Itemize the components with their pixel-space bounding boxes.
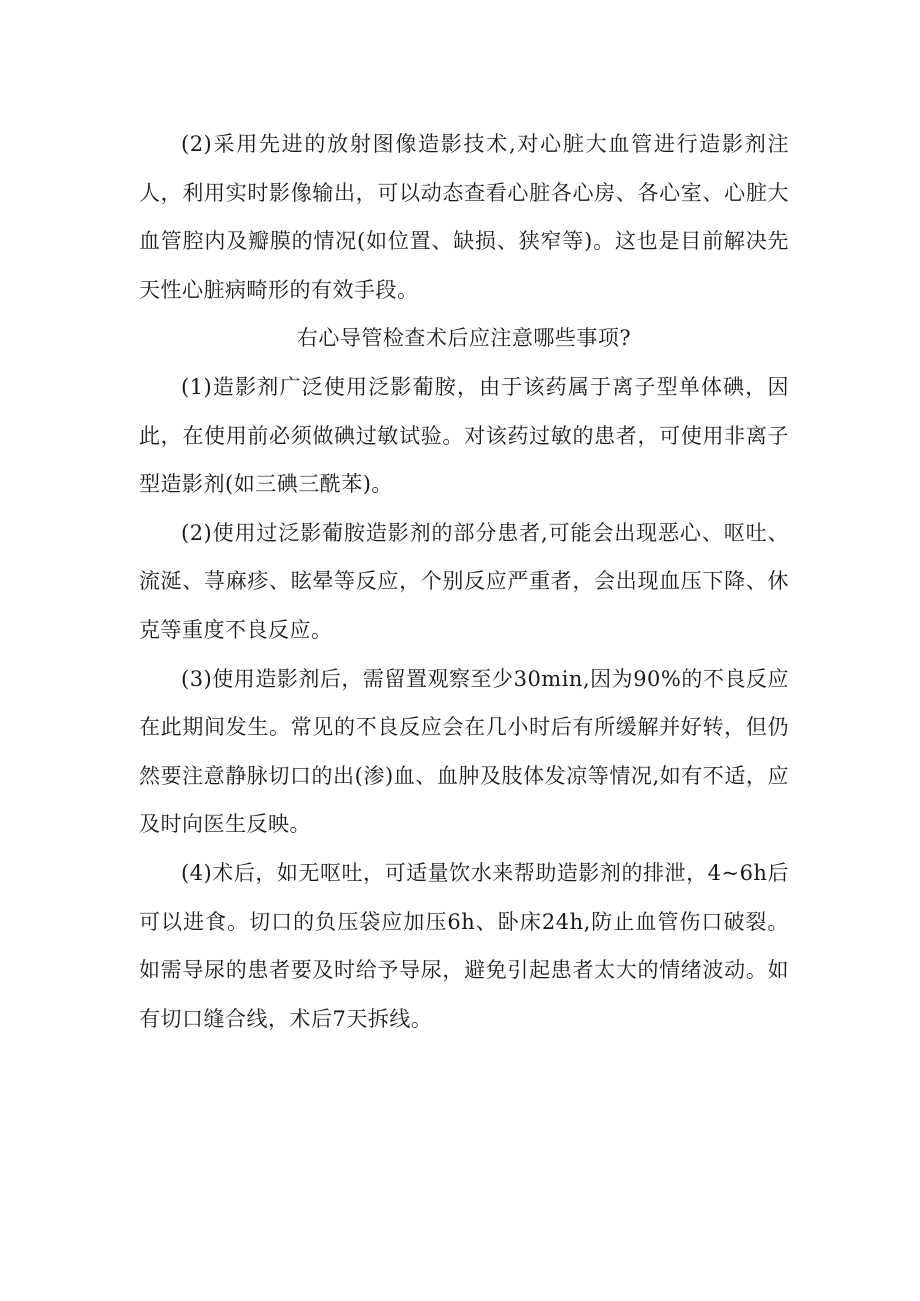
section-heading-post-procedure-notes: 右心导管检查术后应注意哪些事项? (296, 326, 632, 351)
paragraph-note-4-post-op-care: (4)术后，如无呕吐，可适量饮水来帮助造影剂的排泄，4~6h后可以进食。切口的负压袋应加压6h、卧床24h,防止血管伤口破裂。如需导尿的患者要及时给予导尿，避免引起患者太大的情绪波动。如有切口缝合线，术后7天拆线。 (139, 860, 789, 1031)
paragraph-note-2-adverse-reactions: (2)使用过泛影葡胺造影剂的部分患者,可能会出现恶心、呕吐、流涎、荨麻疹、眩晕等反应，个别反应严重者，会出现血压下降、休克等重度不良反应。 (139, 520, 789, 642)
document-page (139, 120, 789, 1043)
paragraph-note-1-contrast-agent: (1)造影剂广泛使用泛影葡胺，由于该药属于离子型单体碘，因此，在使用前必须做碘过敏试验。对该药过敏的患者，可使用非离子型造影剂(如三碘三酰苯)。 (139, 374, 789, 497)
paragraph-note-3-observation: (3)使用造影剂后，需留置观察至少30min,因为90%的不良反应在此期间发生。常见的不良反应会在几小时后有所缓解并好转，但仍然要注意静脉切口的出(渗)血、血肿及肢体发凉等情况,如有不适，应及时向医生反映。 (139, 666, 789, 837)
paragraph-angiography-technique: (2)采用先进的放射图像造影技术,对心脏大血管进行造影剂注人，利用实时影像输出，可以动态查看心脏各心房、各心室、心脏大血管腔内及瓣膜的情况(如位置、缺损、狭窄等)。这也是目前解决先天性心脏病畸形的有效手段。 (139, 132, 789, 302)
